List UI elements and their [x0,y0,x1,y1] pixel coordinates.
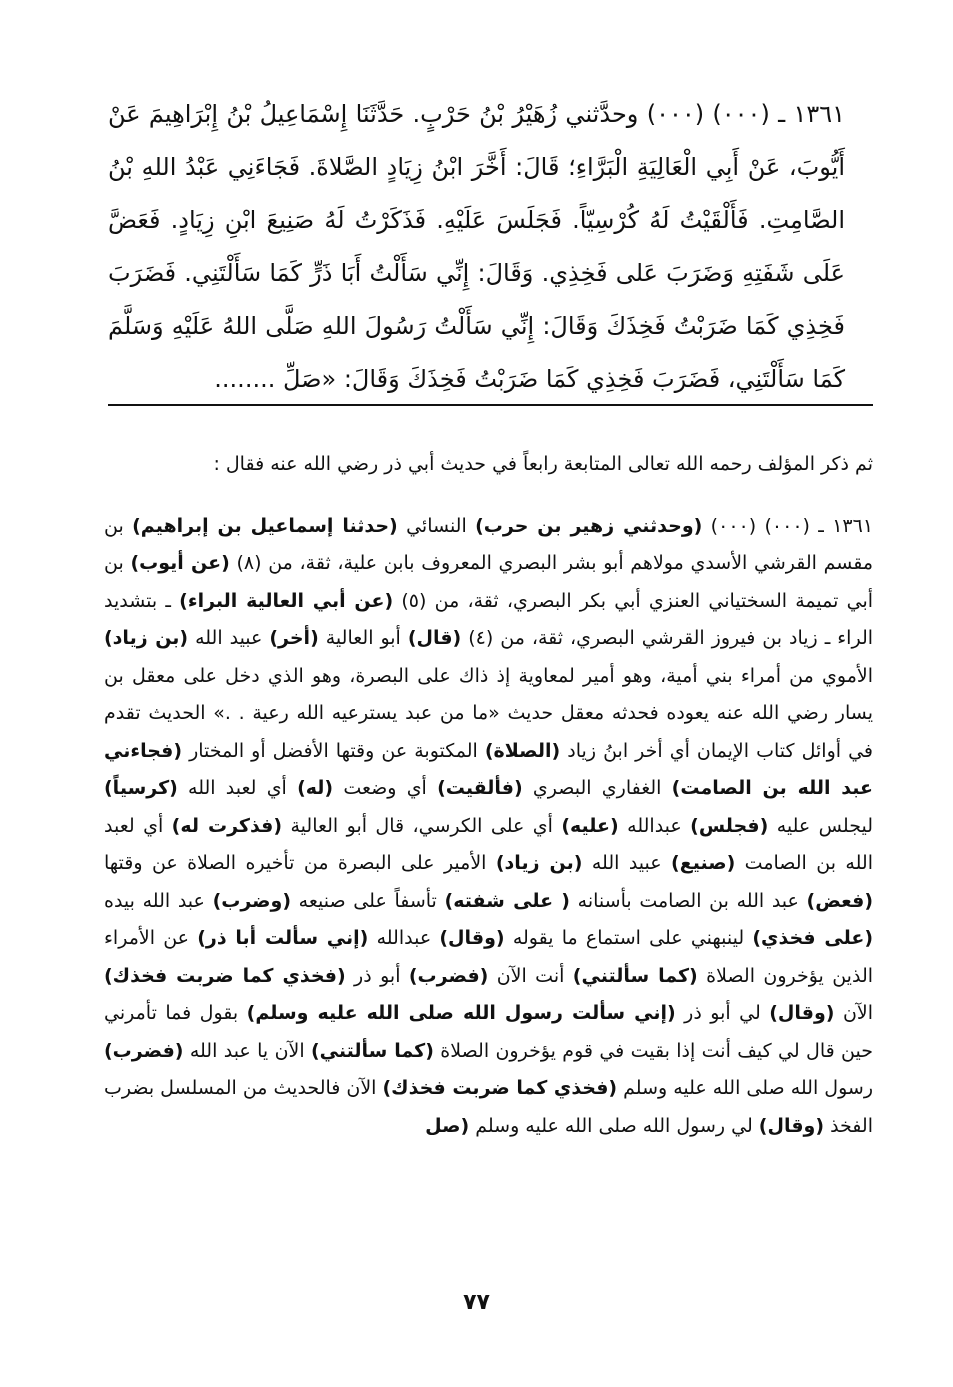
commentary-quote: (بن زياد) [104,627,189,649]
commentary-block [104,446,873,1145]
commentary-quote: (كرسياً) [104,777,178,799]
commentary-text: عبد الله بن الصامت بأسنانه [570,889,807,912]
commentary-text: بن أبي تميمة السختياني العنزي أبي بكر البصري، ثقة، من (٥) [104,552,874,612]
commentary-quote: ( على شفته) [444,889,570,912]
commentary-text: عبدالله [618,814,691,837]
commentary-quote: (صل [425,1114,470,1137]
commentary-text: الآن [834,1002,874,1024]
commentary-text: الآن يا عبد الله [183,1039,311,1062]
commentary-quote: (عن أيوب) [130,552,230,574]
commentary-quote: (وقال) [758,1114,825,1137]
commentary-quote: (فذكرت له) [171,814,283,837]
commentary-text: ١٣٦١ ـ (٠٠٠) (٠٠٠) [702,514,874,537]
commentary-text: ليجلس عليه [768,814,873,837]
commentary-text: عبيد الله [188,627,270,649]
hadith-text: ١٣٦١ ـ (٠٠٠) (٠٠٠) وحدَّثني زُهَيْرُ بْنُ حَرْبٍ. حَدَّثَنَا إِسْمَاعِيلُ بْنُ إِبْرَاهِيمَ عَنْ أَيُّوبَ، عَنْ أَبِي الْعَالِيَةِ الْبَرَّاءِ؛ قَالَ: أَخَّرَ ابْنُ زِيَادٍ الصَّلاةَ. فَجَاءَنِي عَبْدُ اللهِ بْنُ الصَّامِتِ. فَأَلْقَيْتُ لَهُ كُرْسِيّاً. فَجَلَسَ عَلَيْهِ. فَذَكَرْتُ لَهُ صَنِيعَ ابْنِ زِيَادٍ. فَعَضَّ عَلَى شَفَتِهِ وَضَرَبَ عَلى فَخِذِي. وَقَالَ: إِنِّي سَأَلْتُ أَبَا ذَرٍّ كَمَا سَأَلْتَنِي. فَضَرَبَ فَخِذِي كَمَا ضَرَبْتُ فَخِذَكَ وَقَالَ: إِنِّي سَأَلْتُ رَسُولَ اللهِ صَلَّى اللهُ عَلَيْهِ وَسَلَّمَ كَمَا سَأَلْتَنِي، فَضَرَبَ فَخِذِي كَمَا ضَرَبْتُ فَخِذَكَ وَقَالَ: «صَلِّ ........ [108,100,845,393]
commentary-quote: (عليه) [561,814,619,837]
commentary-text: أي لعبد الله بن الصامت [104,814,873,874]
commentary-text: الأمير على البصرة من تأخيره الصلاة عن وقتها [104,852,496,874]
commentary-quote: (كما سألتني) [311,1039,434,1062]
page-number: ٧٧ [463,1290,490,1315]
commentary-text: عبدالله [368,927,440,949]
commentary-text: لينبهني على استماع ما يقوله [504,927,753,949]
commentary-text: أنت الآن [488,964,573,987]
commentary-text: عن الأمراء الذين يؤخرون الصلاة [104,927,874,987]
commentary-quote: (فجلس) [690,814,769,837]
commentary-text: أي على الكرسي، قال أبو العالية [282,814,562,837]
commentary-quote: (الصلاة) [484,739,561,762]
hadith-text-block [108,88,845,406]
commentary-quote: (قال) [407,627,462,649]
commentary-quote: (فخذي كما ضربت فخذك) [104,964,346,987]
commentary-quote: (كما سألتني) [572,964,698,987]
commentary-text: لي أبو ذر [675,1002,770,1024]
section-divider [108,404,873,406]
commentary-quote: (بن زياد) [495,852,583,874]
commentary-text: تأسفاً على صنيعه [291,889,445,912]
commentary-quote: (حدثنا إسماعيل بن إبراهيم) [132,514,398,537]
commentary-quote: (وضرب) [212,889,292,912]
commentary-quote: (فألقيت) [437,777,523,799]
commentary-text: الأموي من أمراء بني أمية، وهو أمير لمعاوية إذ ذاك على البصرة، وهو الذي دخل على معقل بن يسار رضي الله عنه يعوده فحدثه معقل حديث «ما من عبد يسترعيه الله رعية . .» الحديث تقدم في أوائل كتاب الإيمان أي أخر ابنُ زياد [104,664,873,762]
commentary-text: رسول الله صلى الله عليه وسلم [617,1077,873,1099]
commentary-text: لي رسول الله صلى الله عليه وسلم [469,1114,759,1137]
commentary-text: أي لعبد الله [177,777,298,799]
commentary-text: المكتوبة عن وقتها الأفضل أو المختار [182,739,485,762]
commentary-quote: (صنيع) [671,852,736,874]
commentary-text: ـ بتشديد الراء ـ زياد بن فيروز القرشي البصري، ثقة، من (٤) [104,589,874,649]
commentary-quote: (عن أبي العالية البراء) [179,589,394,612]
commentary-quote: (فضرب) [408,964,489,987]
commentary-quote: (فضرب) [104,1039,184,1062]
commentary-text: عبد الله بيده [104,889,213,912]
commentary-text: الآن فالحديث من المسلسل بضرب الفخذ [103,1077,873,1137]
commentary-quote: (إني سألت رسول الله صلى الله عليه وسلم) [246,1002,676,1024]
commentary-text: أي وضعت [333,777,438,799]
commentary-intro: ثم ذكر المؤلف رحمه الله تعالى المتابعة رابعاً في حديث أبي ذر رضي الله عنه فقال : [213,453,873,475]
commentary-quote: (له) [297,777,334,799]
commentary-text: بن مقسم القرشي الأسدي مولاهم أبو بشر البصري المعروف بابن علية، ثقة، من (٨) [104,514,873,574]
commentary-quote: (فعض) [806,889,874,912]
commentary-text: بقول فما تأمرني حين قال لي كيف أنت إذا بقيت في قوم يؤخرون الصلاة [104,1002,873,1062]
commentary-quote: (وقال) [439,927,505,949]
commentary-quote: (إني سألت أبا ذر) [197,927,369,949]
commentary-body [104,508,873,1146]
commentary-quote: (فخذي كما ضربت فخذك) [382,1077,618,1099]
commentary-quote: (وقال) [769,1002,835,1024]
commentary-text: أبو العالية [318,627,408,649]
commentary-quote: (أخر) [269,627,319,649]
commentary-text: أبو ذر [345,964,409,987]
commentary-text: عبيد الله [582,852,672,874]
commentary-quote: (فجاءني عبد الله بن الصامت) [104,739,873,799]
commentary-quote: (على فخذي) [752,927,874,949]
commentary-text: النسائي [397,514,476,537]
commentary-text: الغفاري البصري [522,777,672,799]
commentary-quote: (وحدثني زهير بن حرب) [475,514,703,537]
